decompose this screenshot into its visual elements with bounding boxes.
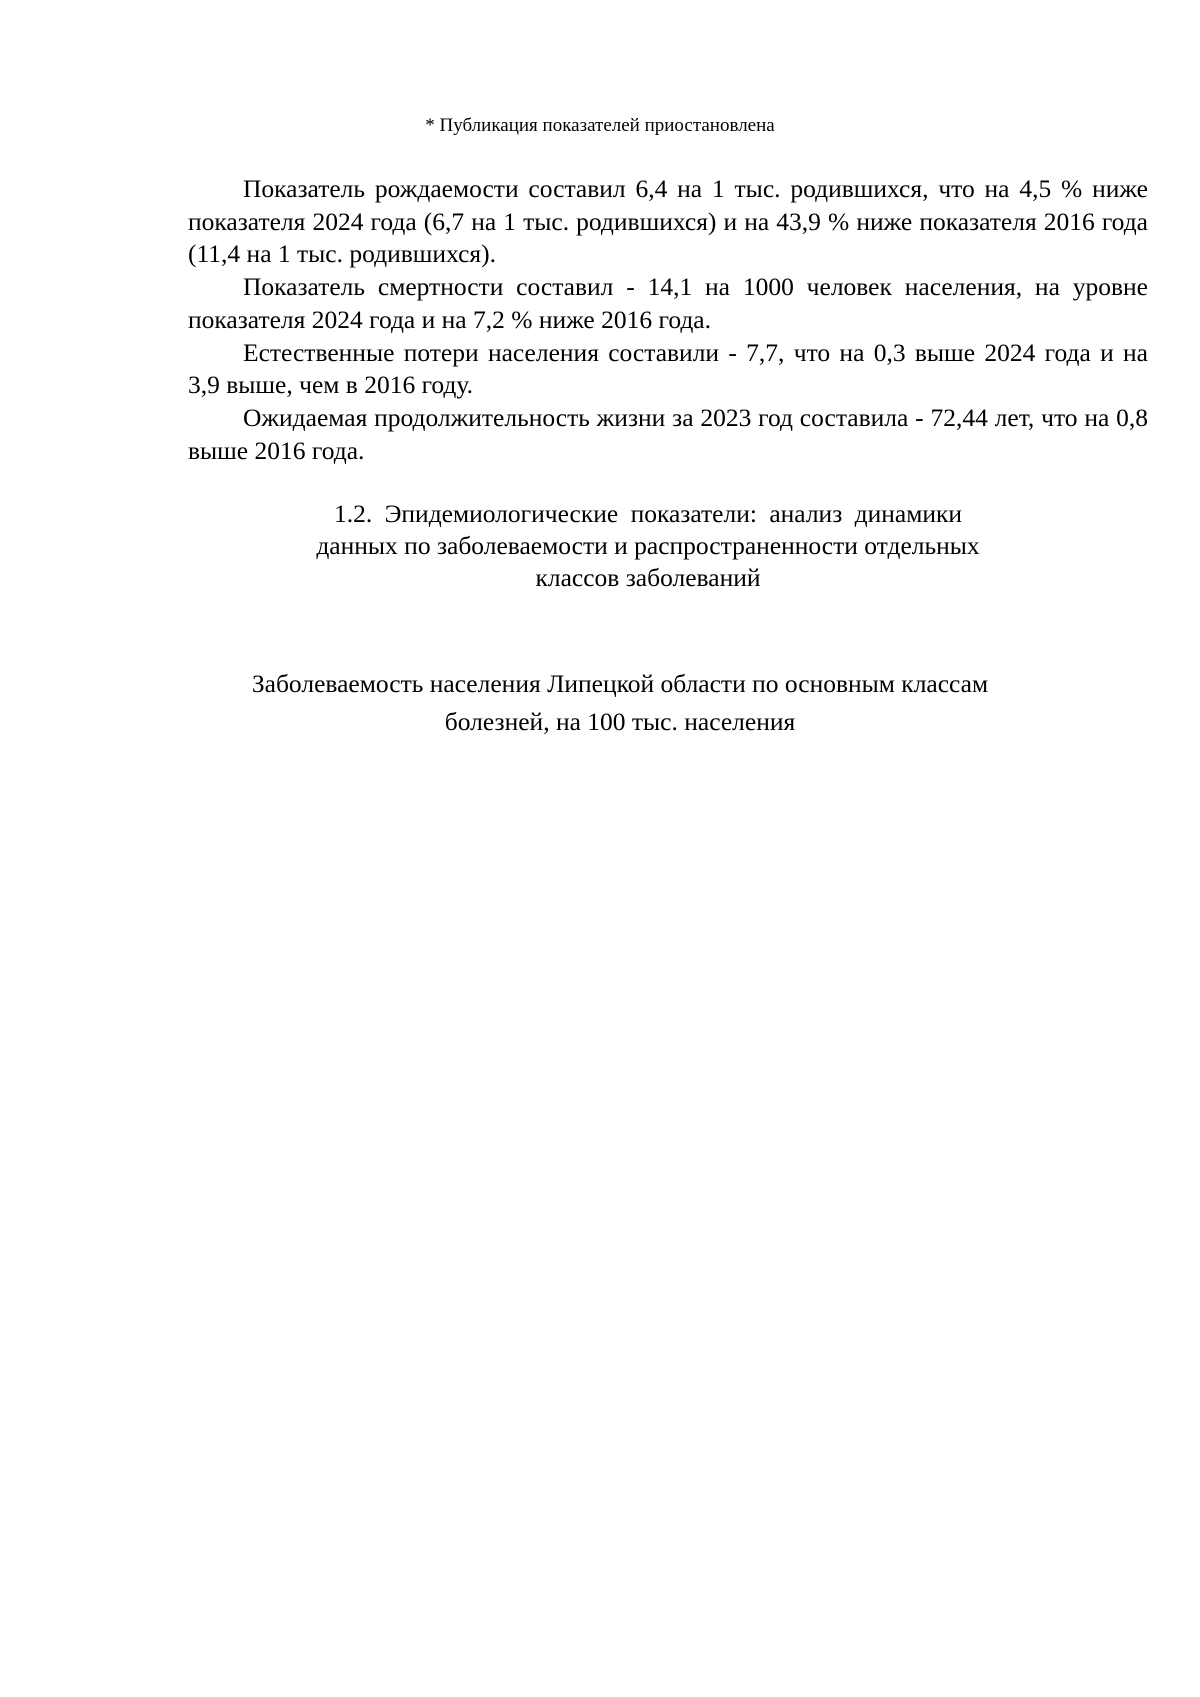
section-heading-line-2: данных по заболеваемости и распространенности отдельных — [316, 531, 980, 560]
chart-title-line-2: болезней, на 100 тыс. населения — [444, 707, 796, 736]
chart-title — [0, 665, 1200, 741]
body-text — [188, 173, 1148, 467]
section-heading-line-1: 1.2. Эпидемиологические показатели: анализ динамики — [333, 499, 963, 528]
paragraph-birth-rate: Показатель рождаемости составил 6,4 на 1 тыс. родившихся, что на 4,5 % ниже показателя 2024 года (6,7 на 1 тыс. родившихся) и на 43,9 % ниже показателя 2016 года (11,4 на 1 тыс. родившихся). — [188, 174, 1148, 269]
paragraph-life-expectancy: Ожидаемая продолжительность жизни за 2023 год составила - 72,44 лет, что на 0,8 выше 2016 года. — [188, 402, 1148, 465]
chart-title-line-1: Заболеваемость населения Липецкой области по основным классам — [251, 669, 989, 698]
section-heading — [0, 498, 1200, 594]
section-heading-line-3: классов заболеваний — [535, 563, 761, 592]
footnote: * Публикация показателей приостановлена — [425, 115, 775, 136]
paragraph-natural-loss: Естественные потери населения составили - 7,7, что на 0,3 выше 2024 года и на 3,9 выше, чем в 2016 году. — [188, 337, 1148, 400]
paragraph-mortality-rate: Показатель смертности составил - 14,1 на 1000 человек населения, на уровне показателя 2024 года и на 7,2 % ниже 2016 года. — [188, 272, 1148, 334]
